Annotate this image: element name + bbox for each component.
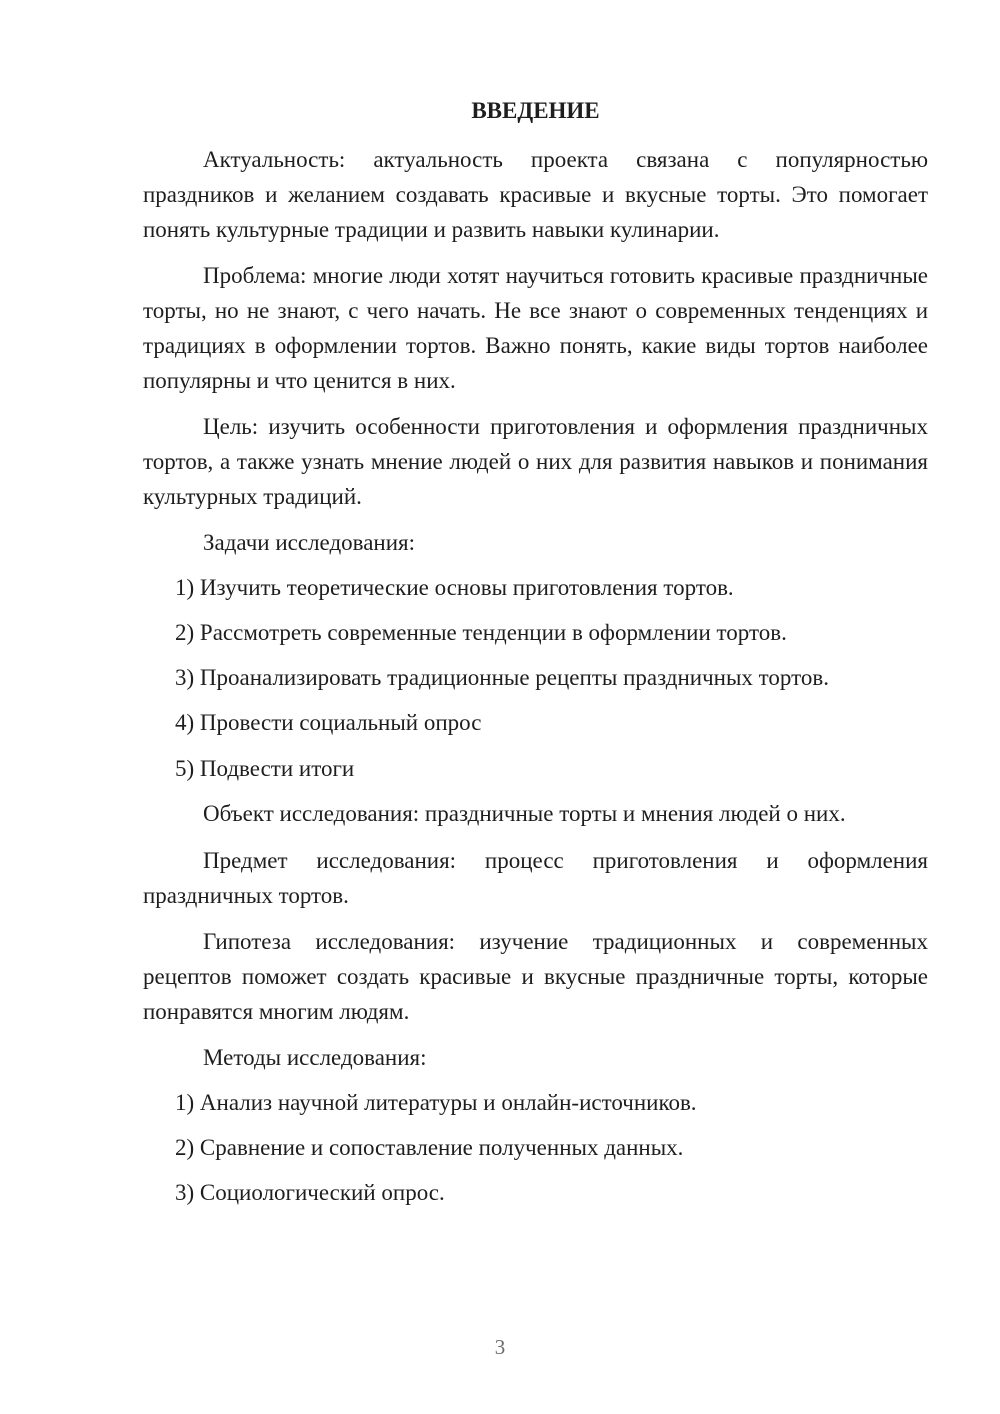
task-item-1: 1) Изучить теоретические основы приготовления тортов. xyxy=(175,575,734,600)
task-item-3: 3) Проанализировать традиционные рецепты праздничных тортов. xyxy=(175,665,829,690)
method-item-3: 3) Социологический опрос. xyxy=(175,1180,445,1205)
problem-paragraph: Проблема: многие люди хотят научиться готовить красивые праздничные торты, но не знают, с чего начать. Не все знают о современных тенденциях и традициях в оформлении тортов. Важно понять, какие виды тортов наиболее популярны и что ценится в них. xyxy=(143,263,928,393)
task-item-2: 2) Рассмотреть современные тенденции в оформлении тортов. xyxy=(175,620,787,645)
section-heading: ВВЕДЕНИЕ xyxy=(471,98,600,123)
hypothesis-paragraph: Гипотеза исследования: изучение традиционных и современных рецептов поможет создать красивые и вкусные праздничные торты, которые понравятся многим людям. xyxy=(143,929,928,1024)
task-item-4: 4) Провести социальный опрос xyxy=(175,710,482,735)
method-item-2: 2) Сравнение и сопоставление полученных данных. xyxy=(175,1135,684,1160)
methods-heading: Методы исследования: xyxy=(203,1045,427,1070)
relevance-paragraph: Актуальность: актуальность проекта связана с популярностью праздников и желанием создавать красивые и вкусные торты. Это помогает понять культурные традиции и развить навыки кулинарии. xyxy=(143,147,928,242)
task-item-5: 5) Подвести итоги xyxy=(175,756,355,781)
object-paragraph: Объект исследования: праздничные торты и мнения людей о них. xyxy=(203,801,846,826)
tasks-heading: Задачи исследования: xyxy=(203,530,416,555)
goal-paragraph: Цель: изучить особенности приготовления и оформления праздничных тортов, а также узнать мнение людей о них для развития навыков и понимания культурных традиций. xyxy=(143,414,928,509)
method-item-1: 1) Анализ научной литературы и онлайн-источников. xyxy=(175,1090,697,1115)
subject-paragraph: Предмет исследования: процесс приготовления и оформления праздничных тортов. xyxy=(143,848,928,908)
page-number: 3 xyxy=(494,1335,506,1359)
